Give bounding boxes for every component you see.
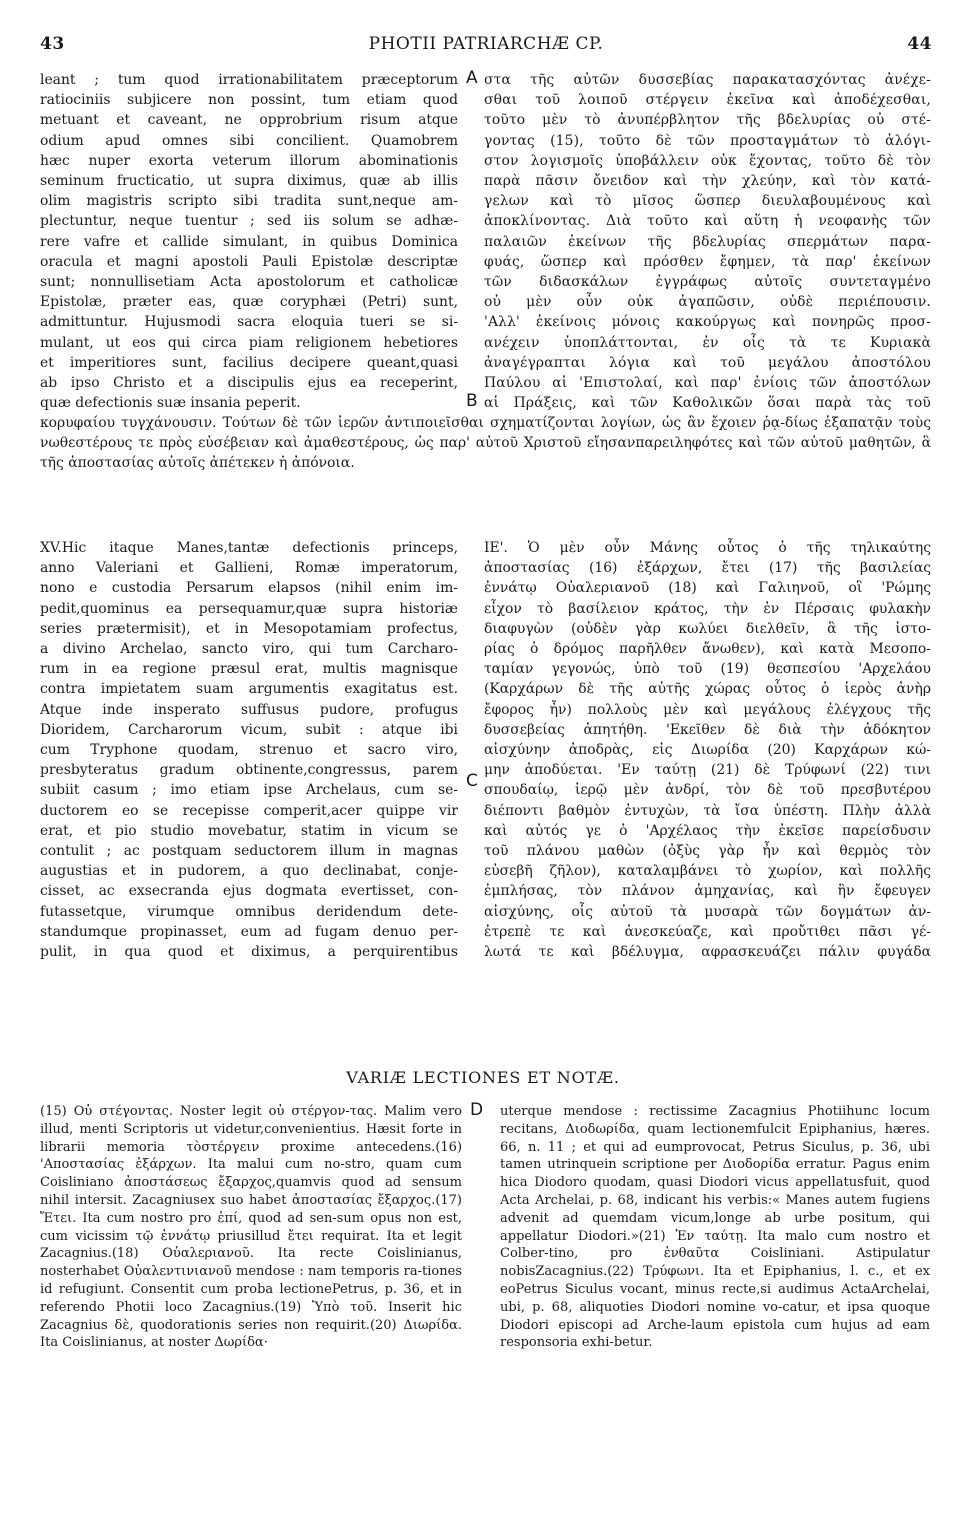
greek-text-line: δυσσεβείας ἀπητήθη. 'Εκεῖθεν δὲ διὰ τὴν ἀδόκητον [484, 721, 931, 738]
latin-text-line: standumque propinasset, eum ad fugam denuo per- [40, 923, 458, 940]
note-line: (16) 'Αποστασίας ἐξάρχων. Ita malui cum no- [40, 1139, 463, 1173]
note-line: ex suo habet ἀποστασίας ἔξαρχος. [199, 1192, 436, 1208]
greek-text-line: τῶν διδασκάλων ἐγγράφως αὐτοῖς συντεταγμένο [484, 274, 931, 291]
note-line: provocat, Petrus Siculus, p. 36, ubi tamen utrinque [500, 1139, 931, 1173]
note-line: « Manes autem fugiens advenit ad quemdam vicum, [500, 1192, 931, 1226]
note-line: Petrus Siculus vocant, minus recte,si audimus Acta [515, 1281, 871, 1297]
margin-letter-d: D [470, 1100, 484, 1120]
note-line: (15) Οὐ στέγοντας. Noster legit οὐ στέργον- [40, 1104, 350, 1119]
latin-text-line: ab ipso Christo et a discipulis ejus ea receperint, [40, 375, 458, 392]
latin-text-line: cisset, ac exsecranda ejus dogmata evertisset, con- [40, 883, 458, 900]
note-line: illud ἔτει requirat. Ita et legit Zacagnius. [40, 1228, 462, 1262]
note-line: (20) Διωρίδα. Ita Coislinianus, at noster Δωρίδα· [40, 1317, 462, 1351]
greek-text-line: παλαιῶν ἐκείνων τῆς βδελυρίας σπερμάτων παρα- [484, 233, 931, 250]
greek-text-line: οὐ μὲν οὖν οὐκ ἀγαπῶσιν, οὐδὲ περιέπουσιν. [484, 294, 931, 311]
latin-text-line: Dioridem, Carcharorum vicum, subit : atque ibi [40, 721, 458, 738]
margin-letter-b: B [466, 391, 478, 411]
greek-column-bottom [484, 538, 931, 962]
latin-text-line: rum in ea regione præsul erat, multis magnisque [40, 661, 458, 678]
greek-text-line: διέποντι βαθμὸν ἐντυχὼν, τὰ ἴσα ὑπέστη. Πλὴν ἀλλὰ [484, 802, 931, 819]
note-line: habet Οὐαλεντινιανοῦ mendose : nam temporis ra- [82, 1264, 423, 1280]
greek-full-width-lines [40, 413, 931, 474]
greek-text-line: φυάς, ὥσπερ καὶ πρόσθεν ἔφημεν, τὰ παρ' ἐκείνων [484, 253, 931, 270]
note-line: uterque mendose : rectissime Zacagnius Photii [500, 1104, 847, 1119]
latin-text-line: contulit ; ac postquam seductorem illum in magnas [40, 843, 458, 860]
note-line: betur. [613, 1335, 653, 1351]
latin-text-line: sunt; nonnullisetiam Acta apostolorum et catholicæ [40, 274, 458, 291]
greek-text-line: παρειληφότες καὶ τῶν αὐτοῦ μαθητῶν, ἃ τῆς ἀποστασίας αὐτοῖς ἀπέτεκεν ἡ ἀπόνοια. [40, 435, 931, 472]
greek-text-line: σπουδαίῳ, ἱερῷ μὲν ἀνδρί, τὸν δὲ τοῦ πρεσβυτέρου [484, 782, 931, 799]
note-line: quamvis quod ad sensum nihil intersit. Zacagnius [40, 1175, 462, 1208]
latin-text-line: cum Tryphone quodam, strenuo et sacro viro, [40, 742, 458, 759]
greek-text-line: (Καρχάρων δὲ τῆς αὐτῆς χώρας οὗτος ὁ ἱερὸς ἀνὴρ [484, 681, 931, 698]
note-line: catur, et ipsa quoque Diodori episcopi ad Arche- [500, 1299, 931, 1333]
page-number-right: 44 [907, 34, 932, 54]
greek-text-line: ἐτρεπὲ τε καὶ ἀνεσκεύαζε, καὶ προὔτιθει πᾶσι γέ- [484, 923, 931, 940]
latin-text-line: metuant et caveant, ne opprobrium risum atque [40, 112, 458, 129]
note-line: Archelai, ubi, p. 68, aliquoties Diodori nomine vo- [500, 1281, 930, 1315]
note-line: in scriptione per Διοδορίδα erratur. Pagus enim hic [500, 1157, 930, 1191]
margin-letter-a: A [466, 68, 478, 88]
greek-text-line: γοντας (15), τοῦτο δὲ τῶν προσταγμάτων τὸ ἀλόγι- [484, 132, 931, 149]
greek-text-line: ανέχειν ὑποπλάττονται, ἐν οἷς τὰ τε Κυριακὰ [484, 334, 931, 351]
latin-text-line: erat, et pio studio movebatur, statim in vicum se [40, 822, 458, 839]
latin-text-line: rere vafre et callide simulant, in quibus Dominica [40, 233, 458, 250]
greek-text-line: αἰσχύνην ἀποδρὰς, εἰς Διωρίδα (20) Καρχάρων κώ- [484, 742, 931, 759]
latin-text-line: ductorem eo se recepisse comperit,acer quippe vir [40, 802, 458, 819]
note-line: a Diodoro quodam, quasi Diodori vicus appellatus [519, 1175, 864, 1191]
latin-text-line: odium apud omnes sibi concilient. Quamobrem [40, 132, 458, 149]
greek-text-line: παρὰ πᾶσιν ὄνειδον καὶ τὴν χλεύην, καὶ τὸν κατά- [484, 173, 931, 190]
greek-text-line: 'Αλλ' ἐκείνοις μόνοις κακούργως καὶ πονηρῶς προσ- [484, 314, 931, 331]
note-line: τας. Malim vero illud, menti Scriptoris ut videtur, [40, 1104, 462, 1137]
latin-text-line: contra impietatem suam argumentis exagitatus est. [40, 681, 458, 698]
note-line: sum opus non est, cum vicissim τῷ ἐννάτῳ prius [40, 1210, 462, 1244]
greek-text-line: κορυφαίου τυγχάνουσιν. Τούτων δὲ τῶν ἱερῶν ἀντιποιεῖσθαι σχηματίζονται λογίων, ὡς ἂν ἔχοιεν ῥᾳ- [40, 415, 785, 431]
greek-text-line: τοῦ πλάνου μαθὼν (ὀξὺς γὰρ ἦν καὶ θερμὸς τὸν [484, 843, 931, 860]
greek-text-line: στον λογισμοῖς ὑποβάλλειν οὐκ ἔχοντας, τοῦτο δὲ τὸν [484, 152, 931, 169]
running-title: PHOTII PATRIARCHÆ CP. [368, 34, 604, 54]
margin-letter-c: C [466, 771, 478, 791]
notes-column-right [500, 1103, 930, 1352]
latin-text-line: olim magistris scripto sibi tradita sunt,neque am- [40, 193, 458, 210]
greek-text-line: δίως ἐξαπατᾷν τοὺς νωθεστέρους τε πρὸς εὐσέβειαν καὶ ἀμαθεστέρους, ὡς παρ' αὐτοῦ Χριστοῦ εἴησαν [40, 415, 931, 452]
latin-text-line: subiit casum ; imo etiam ipse Archelaus, cum se- [40, 782, 458, 799]
greek-text-line: εἶχον τὸ βασίλειον κράτος, τὴν ἐν Πέρσαις φυλακὴν [484, 600, 931, 617]
greek-text-line: σθαι τοῦ λοιποῦ στέργειν ἐκεῖνα καὶ ἀποδέχεσθαι, [484, 92, 931, 109]
latin-text-line: anno Valeriani et Gallieni, Romæ imperatorum, [40, 560, 458, 577]
greek-text-line: ἐννάτῳ Οὐαλεριανοῦ (18) καὶ Γαλιηνοῦ, οἳ 'Ρώμης [484, 580, 931, 597]
note-line: stro, quam cum Coisliniano ἀποστάσεως ἔξαρχος, [40, 1157, 462, 1191]
latin-text-line: quæ defectionis suæ insania peperit. [40, 395, 301, 412]
greek-text-line: στα τῆς αὐτῶν δυσσεβίας παρακατασχόντας ἀνέχε- [484, 72, 931, 88]
note-line: (19) Ὑπὸ τοῦ. Inserit hic Zacagnius δὲ, quod [40, 1299, 462, 1333]
latin-text-line: et imperitiores sunt, facilius decipere queant,quasi [40, 354, 458, 371]
note-line: (17) Ἔτει. Ita cum nostro pro ἐπί, quod ad sen- [40, 1192, 462, 1226]
greek-text-line: ΙΕ'. Ὁ μὲν οὖν Μάνης οὗτος ὁ τῆς τηλικαύτης [484, 540, 931, 556]
greek-text-line: αἱ Πράξεις, καὶ τῶν Καθολικῶν ὅσαι παρὰ τὰς τοῦ [484, 395, 931, 412]
latin-text-line: seminum fructicatio, ut supra diximus, quæ ab illis [40, 173, 458, 190]
latin-text-line: pedit,quominus ea persequamur,quæ supra historiæ [40, 600, 458, 617]
greek-text-line: ταμίαν γεγονώς, ὑπὸ τοῦ (19) θεσπεσίου 'Αρχελάου [484, 661, 931, 678]
note-line: στέργειν proxime antecedens. [201, 1139, 436, 1155]
note-line: convenientius. Hæsit forte in librarii memoria τὸ [40, 1121, 462, 1155]
greek-text-line: γελων καὶ τὸ μῖσος ὥσπερ διευλαβουμένους καὶ [484, 193, 931, 210]
note-line: Petrus, p. 36, et in referendo Photii loco Zacagnius. [40, 1281, 463, 1315]
greek-text-line: ἀναγέγραπται λόγια καὶ τοῦ μεγάλου ἀποστόλου [484, 354, 931, 371]
notes-column-left [40, 1103, 462, 1352]
page-header [40, 34, 932, 58]
latin-text-line: presbyteratus gradum obtinente,congressus, parem [40, 762, 458, 779]
greek-text-line: ἀποστασίας (16) ἐξάρχων, ἔτει (17) τῆς βασιλείας [484, 560, 931, 577]
note-line: fulcit Epiphanius, hæres. 66, n. 11 ; et qui ad eum [500, 1121, 930, 1155]
greek-text-line: μην ἀποδύεται. 'Εν ταύτῃ (21) δὲ Τρύφωνί (22) τινι [484, 762, 931, 779]
latin-column-bottom [40, 538, 458, 962]
latin-text-line: mulant, ut eos qui circa piam religionem hebetiores [40, 334, 458, 351]
note-line: (21) Ἐν ταύτῃ. Ita malo cum nostro et Colber- [500, 1228, 930, 1262]
note-line: fuit, quod Acta Archelai, p. 68, indicant his verbis: [500, 1175, 930, 1208]
greek-text-line: Παύλου αἱ 'Επιστολαί, καὶ παρ' ἐνίοις τῶν ἀποστόλων [484, 375, 931, 392]
note-line: tino, pro ἐνθαῦτα Coisliniani. Astipulatur nobis [500, 1246, 930, 1280]
notes-title: VARIÆ LECTIONES ET NOTÆ. [346, 1068, 620, 1087]
note-line: (18) Οὐαλεριανοῦ. Ita recte Coislinianus, noster [40, 1246, 462, 1280]
latin-text-line: Atque inde insperato suffusus pudore, profugus [40, 701, 458, 718]
latin-text-line: pulit, in qua quod et diximus, a perquirentibus [40, 944, 458, 961]
latin-column-top [40, 70, 458, 413]
greek-text-line: ἐμπλήσας, τὸν πλάνον ἀμηχανίας, καὶ ἣν ἔφευγεν [484, 883, 931, 900]
latin-text-line: ratiociniis subjicere non possint, tum etiam quod [40, 92, 458, 109]
latin-text-line: Epistolæ, præter eas, quæ coryphæi (Petri) sunt, [40, 294, 458, 311]
greek-text-line: αἰσχύνης, οἷς αὐτοῦ τὰ μυσαρὰ τῶν δογμάτων ἀν- [484, 903, 931, 920]
greek-text-line: καὶ αὐτός γε ὁ 'Αρχέλαος τὴν ἐκεῖσε παρείσδυσιν [484, 822, 931, 839]
latin-text-line: leant ; tum quod irrationabilitatem præceptorum [40, 72, 458, 88]
latin-text-line: hæc nuper exorta veterum illorum abominationis [40, 152, 458, 169]
note-line: longe ab urbe positum, qui appellatur Diodori.» [500, 1210, 931, 1244]
latin-text-line: series prætermisit), et in Mesopotamiam profectus, [40, 620, 458, 637]
greek-text-line: ρίας ὁ δρόμος παρῆλθεν ἄνωθεν), καὶ κατὰ Μεσοπο- [484, 641, 931, 658]
note-line: (22) Τρύφωνι. Ita et Epiphanius, l. c., et ex eo [500, 1264, 930, 1297]
latin-text-line: a divino Archelao, sancto viro, qui tum Carcharo- [40, 641, 458, 658]
note-line: tiones id refugiunt. Consentit cum proba lectione [40, 1264, 462, 1297]
latin-text-line: nono e custodia Persarum elapsos (nihil enim im- [40, 580, 458, 597]
note-line: Zacagnius. [535, 1264, 608, 1280]
latin-text-line: plectuntur, neque tuentur ; sed iis solum se adhæ- [40, 213, 458, 230]
greek-text-line: εὐσεβῆ ζῆλον), καταλαμβάνει τὸ χωρίον, καὶ πολλῆς [484, 863, 931, 880]
latin-text-line: augustias et in pudorem, a quo declinabat, conje- [40, 863, 458, 880]
latin-text-line: admittuntur. Hujusmodi sacra eloquia tueri se si- [40, 314, 458, 331]
note-line: hunc locum recitans, Διοδωρίδα, quam lectionem [500, 1104, 930, 1137]
greek-text-line: ἀποκλίνοντας. Διὰ τοῦτο καὶ αὕτη ἡ νεοφανὴς τῶν [484, 213, 931, 230]
greek-text-line: διαφυγὼν (οὐδὲν γὰρ κωλύει διελθεῖν, ἃ τῆς ἱστο- [484, 620, 931, 637]
greek-text-line: ἔφορος ἦν) πολλοὺς μὲν καὶ μεγάλους ἐλέγχους τῆς [484, 701, 931, 718]
greek-text-line: λωτά τε καὶ βδέλυγμα, αφρασκευάζει πάλιν φυγάδα [484, 944, 931, 961]
note-line: laum epistola cum hujus ad eam responsoria exhi- [500, 1317, 931, 1351]
note-line: orationis series non requirit. [173, 1317, 370, 1333]
page-number-left: 43 [40, 34, 65, 54]
greek-text-line: τοῦτο μὲν τὸ ἀνυπέρβλητον τῆς βδελυρίας οὐ στέ- [484, 112, 931, 129]
greek-column-top [484, 70, 931, 413]
latin-text-line: oracula et magni apostoli Pauli Epistolæ descriptæ [40, 253, 458, 270]
latin-text-line: XV.Hic itaque Manes,tantæ defectionis princeps, [40, 540, 458, 556]
latin-text-line: futassetque, virumque omnibus deridendum dete- [40, 903, 458, 920]
